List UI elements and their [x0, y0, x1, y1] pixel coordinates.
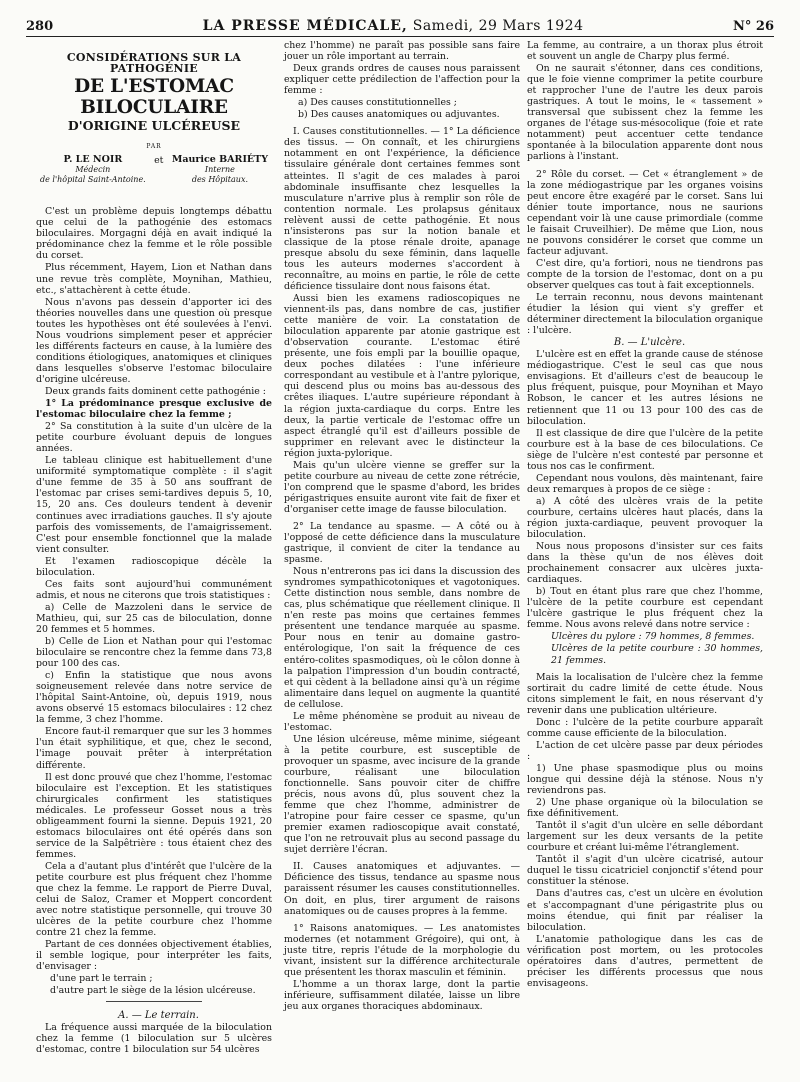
column-3	[527, 40, 763, 990]
paragraph: Mais la localisation de l'ulcère chez la femme sortirait du cadre limité de cette étude. Nous citons simplement le fait, en nous réservant d'y revenir dans une publication ultérieure.	[527, 671, 763, 716]
paragraph: Une lésion ulcéreuse, même minime, siégeant à la petite courbure, est susceptible de provoquer un spasme, avec incisure de la grande courbure, réalisant une biloculation fonctionnelle. Sans pouvoir citer de chiffre précis, nous avons dû, plus souvent chez la femme que chez l'homme, administrer de l'atropine pour faire cesser ce spasme, qu'un premier examen radioscopique avait constaté, que l'on ne retrouvait plus au second passage du sujet derrière l'écran.	[284, 733, 520, 856]
author-2	[172, 154, 268, 184]
paragraph: Encore faut-il remarquer que sur les 3 hommes l'un était syphilitique, et que, chez le second, l'image pouvait prêter à interprétation différente.	[36, 726, 272, 771]
list-item: c) Enfin la statistique que nous avons soigneusement relevée dans notre service de l'hôpital Saint-Antoine, où, depuis 1919, nous avons observé 15 estomacs biloculaires : 12 chez la femme, 3 chez l'homme.	[36, 670, 272, 726]
paragraph: Nous nous proposons d'insister sur ces faits dans la thèse qu'un de nos élèves doit prochainement consacrer aux ulcères juxta-cardiaques.	[527, 541, 763, 586]
author-1-name: P. LE NOIR	[63, 154, 123, 166]
paragraph: Cependant nous voulons, dès maintenant, faire deux remarques à propos de ce siège :	[527, 472, 763, 495]
list-item: a) Des causes constitutionnelles ;	[298, 97, 457, 109]
paragraph: Tantôt il s'agit d'un ulcère cicatrisé, autour duquel le tissu cicatriciel conjonctif s'étend pour constituer la sténose.	[527, 854, 763, 888]
paragraph: Partant de ces données objectivement établies, il semble logique, pour interpréter les faits, d'envisager :	[36, 939, 272, 973]
paragraph: Le même phénomène se produit au niveau de l'estomac.	[284, 710, 520, 733]
paragraph: Tantôt il s'agit d'un ulcère en selle débordant largement sur les deux versants de la petite courbure et créant lui-même l'étranglement.	[527, 820, 763, 854]
author-1-role: Médecin	[75, 165, 111, 175]
paragraph: Le tableau clinique est habituellement d'une uniformité symptomatique complète : il s'agit d'une femme de 35 à 50 ans souffrant de l'estomac par crises semi-tardives depuis 5, 10, 15, 20 ans. Ces douleurs tendent à devenir continues avec irradiations gauches. Il s'y ajoute parfois des vomissements, de l'amaigrissement. C'est pour ensemble fonctionnel que la malade vient consulter.	[36, 455, 272, 555]
statistic-line: Ulcères de la petite courbure : 30 hommes, 21 femmes.	[551, 643, 763, 666]
paragraph: Aussi bien les examens radioscopiques ne viennent-ils pas, dans nombre de cas, justifier cette manière de voir. La constatation de biloculation apparente par atonie gastrique est d'observation courante. L'estomac étiré présente, une fois empli par la bouillie opaque, deux poches dilatées : l'une inférieure correspondant au vestibule et à l'antre pylorique, qui descend plus ou moins bas au-dessous des crêtes iliaques. L'autre supérieure répondant à la région juxta-cardiaque du corps. Entre les deux, la partie verticale de l'estomac offre un aspect étranglé qu'il est d'ailleurs possible de supprimer en relevant avec le distincteur la région juxta-pylorique.	[284, 293, 520, 459]
paragraph: Et l'examen radioscopique décèle la biloculation.	[36, 555, 272, 578]
paragraph: La fréquence aussi marquée de la biloculation chez la femme (1 biloculation sur 5 ulcères d'estomac, contre 1 biloculation sur 54 ulcères	[36, 1021, 272, 1055]
paragraph: Dans d'autres cas, c'est un ulcère en évolution et s'accompagnant d'une périgastrite plus ou moins étendue, qui finit par réaliser la biloculation.	[527, 888, 763, 933]
list-item: d'autre part le siège de la lésion ulcéreuse.	[50, 985, 256, 997]
list-item: 2) Une phase organique où la biloculation se fixe définitivement.	[527, 797, 763, 820]
statistic-line: Ulcères du pylore : 79 hommes, 8 femmes.	[551, 631, 755, 643]
author-1	[40, 154, 146, 184]
paragraph: Il est donc prouvé que chez l'homme, l'estomac biloculaire est l'exception. Et les statistiques chirurgicales confirment les statistiques médicales. Le professeur Gosset nous a très obligeamment fourni la sienne. Depuis 1921, 20 estomacs biloculaires ont été opérés dans son service de la Salpêtrière : tous étaient chez des femmes.	[36, 771, 272, 860]
paragraph: Deux grands ordres de causes nous paraissent expliquer cette prédilection de l'affection pour la femme :	[284, 63, 520, 97]
paragraph: L'anatomie pathologique dans les cas de vérification post mortem, ou les protocoles opératoires dans d'autres, permettent de préciser les différents processus que nous envisageons.	[527, 933, 763, 989]
paragraph: 2° Sa constitution à la suite d'un ulcère de la petite courbure évoluant depuis de longues années.	[36, 421, 272, 455]
list-item: d'une part le terrain ;	[50, 973, 153, 985]
paragraph: 1° Raisons anatomiques. — Les anatomistes modernes (et notamment Grégoire), qui ont, à juste titre, repris l'étude de la morphologie du vivant, insistent sur la différence architecturale que présentent les thorax masculin et féminin.	[284, 922, 520, 978]
paragraph: On ne saurait s'étonner, dans ces conditions, que le foie vienne comprimer la petite courbure et rapprocher l'une de l'autre les deux parois gastriques. A tout le moins, le « tassement » transversal que subissent chez la femme les organes de l'étage sus-mésocolique (foie et rate notamment) peut accentuer cette tendance spontanée à la biloculation apparente dont nous parlions à l'instant.	[527, 63, 763, 163]
paragraph: 1° La prédominance presque exclusive de l'estomac biloculaire chez la femme ;	[36, 398, 272, 421]
journal-name: LA PRESSE MÉDICALE,	[202, 18, 408, 34]
column-2	[284, 40, 520, 1013]
section-heading: A. — Le terrain.	[118, 1009, 199, 1021]
column-1	[36, 40, 272, 1056]
author-1-place: de l'hôpital Saint-Antoine.	[40, 174, 146, 184]
author-block	[40, 154, 268, 184]
paragraph: chez l'homme) ne paraît pas possible sans faire jouer un rôle important au terrain.	[284, 40, 520, 63]
list-item: a) Celle de Mazzoleni dans le service de Mathieu, qui, sur 25 cas de biloculation, donne 20 femmes et 5 hommes.	[36, 601, 272, 635]
list-item: a) A côté des ulcères vrais de la petite courbure, certains ulcères haut placés, dans la région juxta-cardiaque, peuvent provoquer la biloculation.	[527, 495, 763, 541]
byline-par: PAR	[146, 143, 162, 151]
paragraph: Donc : l'ulcère de la petite courbure apparaît comme cause efficiente de la biloculation.	[527, 716, 763, 739]
article-title-line-3: D'ORIGINE ULCÉREUSE	[67, 118, 241, 134]
journal-title	[203, 18, 584, 34]
article-title-line-2: DE L'ESTOMAC BILOCULAIRE	[74, 76, 234, 119]
paragraph: L'ulcère est en effet la grande cause de sténose médiogastrique. C'est le seul cas que nous envisagions. Et d'ailleurs c'est de beaucoup le plus fréquent, puisque, pour Moynihan et Mayo Robson, le cancer et les autres lésions ne retiennent que 11 ou 13 pour 100 des cas de biloculation.	[527, 349, 763, 427]
list-item: 1) Une phase spasmodique plus ou moins longue qui dessine déjà la sténose. Nous n'y reviendrons pas.	[527, 762, 763, 797]
page-number: 280	[26, 19, 54, 34]
paragraph: L'homme a un thorax large, dont la partie inférieure, suffisamment dilatée, laisse un libre jeu aux organes thoraciques abdominaux.	[284, 978, 520, 1012]
running-header	[26, 12, 774, 37]
paragraph: Deux grands faits dominent cette pathogénie :	[45, 385, 266, 397]
paragraph: C'est un problème depuis longtemps débattu que celui de la pathogénie des estomacs biloculaires. Morgagni déjà en avait indiqué la prédominance chez la femme et le rôle possible du corset.	[36, 206, 272, 262]
paragraph: L'action de cet ulcère passe par deux périodes :	[527, 739, 763, 762]
issue-date: Samedi, 29 Mars 1924	[412, 18, 584, 34]
issue-number: N° 26	[733, 19, 774, 34]
section-heading: B. — L'ulcère.	[613, 337, 686, 349]
paragraph: 2° La tendance au spasme. — A côté ou à l'opposé de cette déficience dans la musculature gastrique, il convient de citer la tendance au spasme.	[284, 520, 520, 566]
paragraph: Il est classique de dire que l'ulcère de la petite courbure est à la base de ces biloculations. Ce siège de l'ulcère n'est contesté par personne et tous nos cas le confirment.	[527, 427, 763, 472]
list-item: b) Des causes anatomiques ou adjuvantes.	[298, 109, 500, 121]
list-item: b) Celle de Lion et Nathan pour qui l'estomac biloculaire se rencontre chez la femme dans 73,8 pour 100 des cas.	[36, 636, 272, 670]
author-2-role: Interne	[204, 165, 235, 175]
section-divider	[106, 1001, 202, 1002]
paragraph: II. Causes anatomiques et adjuvantes. — Déficience des tissus, tendance au spasme nous paraissent résumer les causes constitutionnelles. On doit, en plus, tirer argument de raisons anatomiques ou de causes propres à la femme.	[284, 861, 520, 917]
paragraph: 2° Rôle du corset. — Cet « étranglement » de la zone médiogastrique par les organes voisins peut encore être exagéré par le corset. Sans lui dénier toute importance, nous ne saurions cependant voir là une cause primordiale (comme le faisait Cruveilhier). De même que Lion, nous ne pouvons considérer le corset que comme un facteur adjuvant.	[527, 168, 763, 257]
author-2-place: des Hôpitaux.	[191, 174, 248, 184]
paragraph: Ces faits sont aujourd'hui communément admis, et nous ne citerons que trois statistiques :	[36, 578, 272, 601]
list-item: b) Tout en étant plus rare que chez l'homme, l'ulcère de la petite courbure est cependant l'ulcère gastrique le plus fréquent chez la femme. Nous avons relevé dans notre service :	[527, 586, 763, 631]
paragraph: Cela a d'autant plus d'intérêt que l'ulcère de la petite courbure est plus fréquent chez l'homme que chez la femme. Le rapport de Pierre Duval, celui de Saloz, Cramer et Moppert concordent avec notre statistique personnelle, qui trouve 30 ulcères de la petite courbure chez l'homme contre 21 chez la femme.	[36, 860, 272, 939]
paragraph: Nous n'avons pas dessein d'apporter ici des théories nouvelles dans une question où presque toutes les hypothèses ont été soulevées à l'envi. Nous voudrions simplement peser et apprécier les différents facteurs en cause, à la lumière des conditions étiologiques, anatomiques et cliniques dans lesquelles s'observe l'estomac biloculaire d'origine ulcéreuse.	[36, 296, 272, 385]
paragraph: La femme, au contraire, a un thorax plus étroit et souvent un angle de Charpy plus fermé.	[527, 40, 763, 63]
paragraph: I. Causes constitutionnelles. — 1° La déficience des tissus. — On connaît, et les chirurgiens notamment en ont l'expérience, la déficience tissulaire générale dont certaines femmes sont atteintes. Il s'agit de ces malades à paroi abdominale insuffisante chez lesquelles la musculature n'arrive plus à remplir son rôle de contention normale. Les prolapsus génitaux relèvent aussi de cette pathogénie. Et nous n'insisterons pas sur la notion banale et classique de la ptose rénale droite, apanage presque absolu du sexe féminin, dans laquelle tous les auteurs modernes s'accordent à reconnaître, au moins en partie, le rôle de cette déficience tissulaire dont nous faisons état.	[284, 126, 520, 292]
paragraph: C'est dire, qu'a fortiori, nous ne tiendrons pas compte de la torsion de l'estomac, dont on a pu observer quelques cas tout à fait exceptionnels.	[527, 257, 763, 291]
author-2-name: Maurice BARIÉTY	[171, 154, 268, 166]
article-title-line-1: CONSIDÉRATIONS SUR LA PATHOGÉNIE	[66, 51, 242, 76]
paragraph: Plus récemment, Hayem, Lion et Nathan dans une revue très complète, Moynihan, Mathieu, etc., s'attachèrent à cette étude.	[36, 262, 272, 296]
paragraph: Nous n'entrerons pas ici dans la discussion des syndromes sympathicotoniques et vagotoniques. Cette distinction nous semble, dans nombre de cas, plus schématique que réellement clinique. Il n'en reste pas moins que certaines femmes présentent une tendance marquée au spasme. Pour nous en tenir au domaine gastro-entérologique, l'on sait la fréquence de ces entéro-colites spasmodiques, où le côlon donne à la palpation l'impression d'un boudin contracté, et qui cèdent à la belladone ainsi qu'à un régime alimentaire dans lequel on augmente la quantité de cellulose.	[284, 566, 520, 710]
author-conjunction: et	[154, 155, 164, 167]
paragraph: Le terrain reconnu, nous devons maintenant étudier la lésion qui vient s'y greffer et déterminer directement la biloculation organique : l'ulcère.	[527, 292, 763, 337]
paragraph: Mais qu'un ulcère vienne se greffer sur la petite courbure au niveau de cette zone rétrécie, l'on comprend que le spasme d'abord, les brides périgastriques ensuite auront vite fait de fixer et d'organiser cette image de fausse biloculation.	[284, 459, 520, 515]
